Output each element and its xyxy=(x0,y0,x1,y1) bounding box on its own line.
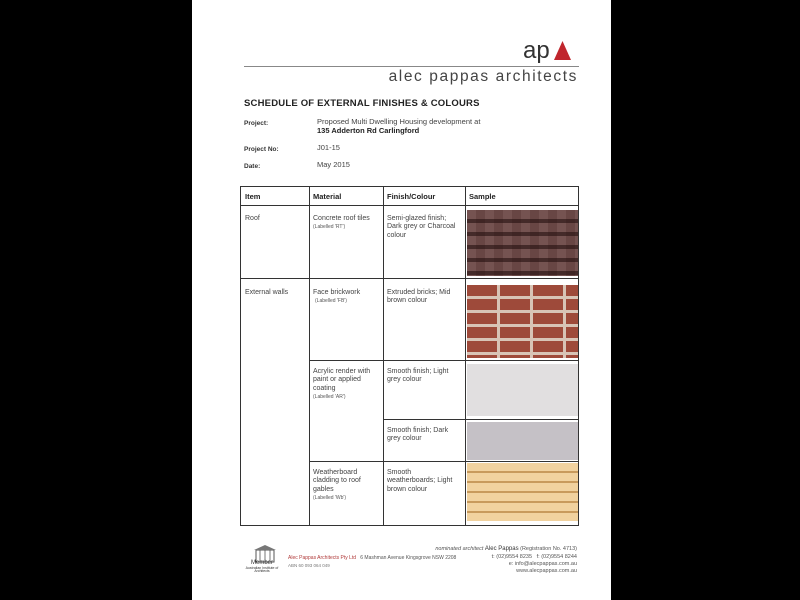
project-line-2: 135 Adderton Rd Carlingford xyxy=(317,125,420,135)
col-divider-2 xyxy=(383,187,384,525)
document-title: SCHEDULE OF EXTERNAL FINISHES & COLOURS xyxy=(244,98,480,109)
header-item: Item xyxy=(245,192,261,201)
weatherboard-sample xyxy=(467,463,578,521)
col-divider-1 xyxy=(309,187,310,525)
date-value: May 2015 xyxy=(317,160,350,169)
firm-name: alec pappas architects xyxy=(388,68,578,85)
project-no-value: J01-15 xyxy=(317,143,340,152)
dark-grey-sample xyxy=(467,422,578,460)
footer-registration: (Registration No. 4713) xyxy=(520,546,577,552)
logo-letters: ap xyxy=(523,37,550,63)
material-weatherboard-text: Weatherboard cladding to roof gables xyxy=(313,469,361,493)
document-page xyxy=(192,0,611,600)
footer-nominated-name: Alec Pappas xyxy=(484,546,519,552)
footer-fax: f: (02)9554 8244 xyxy=(536,554,577,560)
material-brick-text: Face brickwork xyxy=(313,289,361,296)
material-render xyxy=(313,368,379,400)
date-label: Date: xyxy=(244,163,261,170)
emblem-sub: Australian Institute of Architects xyxy=(245,565,279,574)
project-line-1: Proposed Multi Dwelling Housing development at xyxy=(317,117,481,126)
footer-phone: t: (02)9554 8235 xyxy=(491,554,533,560)
finish-light-grey: Smooth finish; Light grey colour xyxy=(387,368,449,384)
logo-triangle-icon xyxy=(554,41,571,60)
finish-brick: Extruded bricks; Mid brown colour xyxy=(387,289,451,305)
header-material: Material xyxy=(313,192,342,201)
finish-roof: Semi-glazed finish; Dark grey or Charcoal colour xyxy=(387,215,456,239)
material-roof xyxy=(313,215,377,230)
roof-tiles-sample xyxy=(467,210,578,276)
emblem-member: Member xyxy=(250,560,273,566)
material-weatherboard-label: (Labelled 'Wb') xyxy=(313,495,347,502)
header-rule xyxy=(244,66,579,67)
finish-weatherboard: Smooth weatherboards; Light brown colour xyxy=(387,469,453,493)
finish-dark-grey: Smooth finish; Dark grey colour xyxy=(387,427,449,443)
row-divider-brick xyxy=(309,360,578,361)
firm-logo xyxy=(523,37,571,63)
project-value xyxy=(317,118,480,135)
project-no-label: Project No: xyxy=(244,146,279,153)
footer-nominated xyxy=(435,546,577,552)
footer-address: 6 Mashman Avenue Kingsgrove NSW 2208 xyxy=(360,555,457,561)
brick-sample xyxy=(467,285,578,358)
material-brick-label: (Labelled 'FB') xyxy=(315,298,347,305)
material-render-text: Acrylic render with paint or applied coating xyxy=(313,368,371,392)
footer-email[interactable]: e: info@alecpappas.com.au xyxy=(508,561,577,567)
footer-phone-fax xyxy=(492,554,577,560)
footer-nominated-prefix: nominated architect xyxy=(435,546,484,552)
material-roof-label: (Labelled 'RT') xyxy=(313,224,346,231)
row-divider-dark-grey xyxy=(309,461,578,462)
row-divider-roof xyxy=(241,278,578,279)
material-weatherboard xyxy=(313,469,379,501)
footer-company-line xyxy=(288,555,456,561)
material-render-label: (Labelled 'AR') xyxy=(313,394,346,401)
footer-company: Alec Pappas Architects Pty Ltd xyxy=(288,555,357,561)
footer-abn: ABN 60 093 064 049 xyxy=(288,563,330,568)
light-grey-sample xyxy=(467,364,578,416)
material-roof-text: Concrete roof tiles xyxy=(313,215,370,222)
material-brick xyxy=(313,289,379,304)
col-divider-3 xyxy=(465,187,466,525)
header-sample: Sample xyxy=(469,192,496,201)
item-roof: Roof xyxy=(245,215,260,222)
footer-website[interactable]: www.alecpappas.com.au xyxy=(516,568,577,574)
header-divider xyxy=(241,205,578,206)
project-label: Project: xyxy=(244,120,269,127)
header-finish: Finish/Colour xyxy=(387,192,436,201)
row-divider-render xyxy=(383,419,578,420)
emblem-text xyxy=(242,560,282,574)
item-external-walls: External walls xyxy=(245,289,289,296)
